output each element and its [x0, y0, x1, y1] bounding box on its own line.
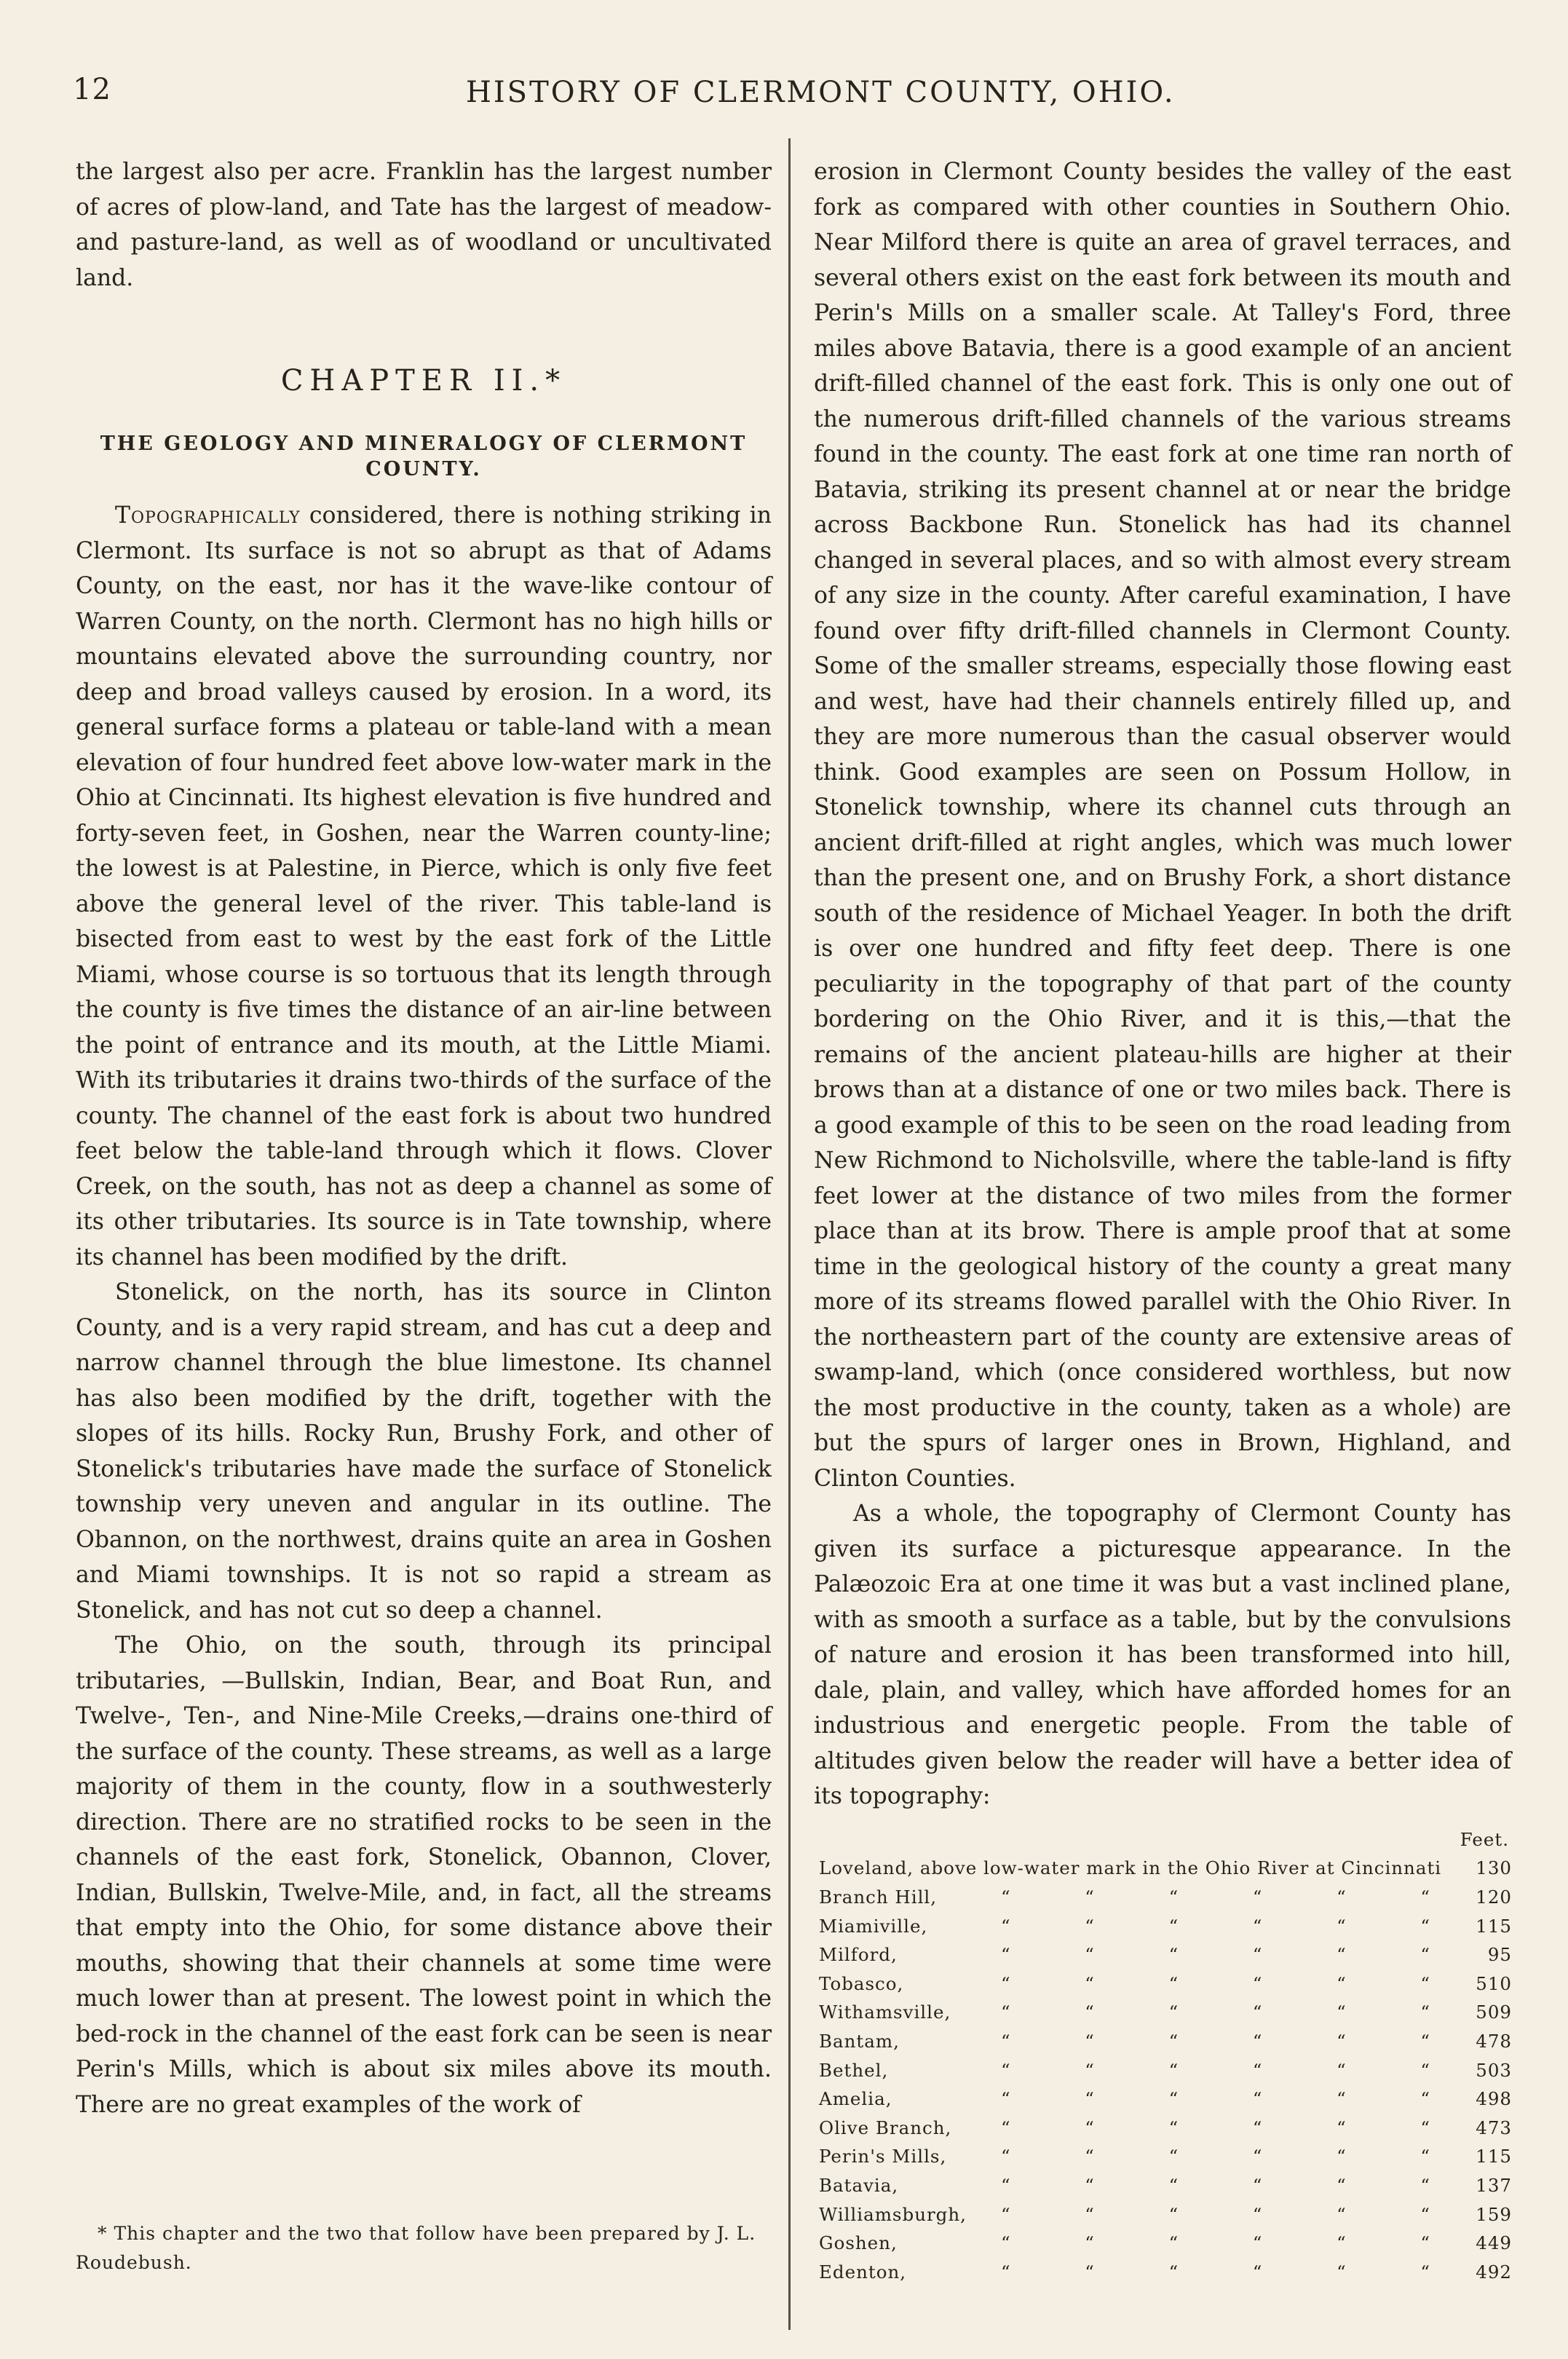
ditto-mark: “: [1337, 1944, 1347, 1966]
ditto-mark: “: [1168, 2030, 1179, 2052]
table-value: 509: [1476, 2002, 1512, 2023]
column-divider: [788, 138, 791, 2330]
ditto-mark: “: [1337, 2146, 1347, 2168]
ditto-mark: “: [1337, 2088, 1347, 2110]
ditto-mark: “: [1337, 2261, 1347, 2283]
ditto-mark: “: [1420, 2088, 1430, 2110]
continued-paragraph: the largest also per acre. Franklin has the largest number of acres of plow-land, and Tate has the largest of meadow- and pasture-land, as well as of woodland or uncultivated land.: [76, 159, 772, 291]
ditto-mark: “: [1085, 1886, 1095, 1908]
table-row: [819, 1998, 1512, 2027]
table-row: [819, 2114, 1512, 2143]
ditto-mark: “: [1168, 1886, 1179, 1908]
right-column: [814, 154, 1511, 1814]
ditto-mark: “: [1001, 2030, 1011, 2052]
ditto-mark: “: [1085, 2174, 1095, 2196]
ditto-mark: “: [1168, 2002, 1179, 2023]
table-place: Miamiville,: [819, 1915, 928, 1937]
ditto-mark: “: [1252, 1944, 1263, 1966]
ditto-marks: [995, 2056, 1468, 2085]
table-value: 503: [1476, 2059, 1512, 2081]
ditto-mark: “: [1001, 1972, 1011, 1994]
ditto-mark: “: [1337, 1886, 1347, 1908]
ditto-mark: “: [1001, 2088, 1011, 2110]
ditto-marks: [995, 1883, 1468, 1912]
ditto-mark: “: [1252, 2117, 1263, 2138]
table-place: Bethel,: [819, 2059, 889, 2081]
ditto-mark: “: [1001, 2232, 1011, 2254]
ditto-mark: “: [1085, 2030, 1095, 2052]
ditto-mark: “: [1420, 2030, 1430, 2052]
table-row: [819, 2027, 1512, 2056]
body-paragraph: Stonelick, on the north, has its source in Clinton County, and is a very rapid stream, and has cut a deep and narrow channel through the blue limestone. Its channel has also been modified by the drift, together with the slopes of its hills. Rocky Run, Brushy Fork, and other of Stonelick's tributaries have made the surface of Stonelick township very uneven and angular in its outline. The Obannon, on the northwest, drains quite an area in Goshen and Miami townships. It is not so rapid a stream as Stonelick, and has not cut so deep a channel.: [76, 1279, 772, 1624]
ditto-mark: “: [1420, 1886, 1430, 1908]
table-place: Milford,: [819, 1944, 898, 1966]
ditto-mark: “: [1168, 2117, 1179, 2138]
table-value: 137: [1476, 2174, 1512, 2196]
table-place: Perin's Mills,: [819, 2146, 947, 2168]
ditto-mark: “: [1085, 2117, 1095, 2138]
ditto-marks: [995, 2027, 1468, 2056]
table-row: [819, 2258, 1512, 2287]
ditto-mark: “: [1001, 2203, 1011, 2225]
ditto-mark: “: [1168, 2059, 1179, 2081]
body-paragraph: erosion in Clermont County besides the valley of the east fork as compared with other counties in Southern Ohio. Near Milford there is quite an area of gravel terraces, and several others exist on the east fork between its mouth and Perin's Mills on a smaller scale. At Talley's Ford, three miles above Batavia, there is a good example of an ancient drift-filled channel of the east fork. This is only one out of the numerous drift-filled channels of the various streams found in the county. The east fork at one time ran north of Batavia, striking its present channel at or near the bridge across Backbone Run. Stonelick has had its channel changed in several places, and so with almost every stream of any size in the county. After careful examination, I have found over fifty drift-filled channels in Clermont County. Some of the smaller streams, especially those flowing east and west, have had their channels entirely filled up, and they are more numerous than the casual observer would think. Good examples are seen on Possum Hollow, in Stonelick township, where its channel cuts through an ancient drift-filled at right angles, which was much lower than the present one, and on Brushy Fork, a short distance south of the residence of Michael Yeager. In both the drift is over one hundred and fifty feet deep. There is one peculiarity in the topography of that part of the county bordering on the Ohio River, and it is this,—that the remains of the ancient plateau-hills are higher at their brows than at a distance of one or two miles back. There is a good example of this to be seen on the road leading from New Richmond to Nicholsville, where the table-land is fifty feet lower at the distance of two miles from the former place than at its brow. There is ample proof that at some time in the geological history of the county a great many more of its streams flowed parallel with the Ohio River. In the northeastern part of the county are extensive areas of swamp-land, which (once considered worthless, but now the most productive in the county, taken as a whole) are but the spurs of larger ones in Brown, Highland, and Clinton Counties.: [814, 159, 1511, 1492]
table-intro-label: Loveland, above low-water mark in the Ohio River at Cincinnati: [819, 1857, 1442, 1878]
ditto-mark: “: [1001, 2261, 1011, 2283]
ditto-mark: “: [1168, 1915, 1179, 1937]
table-place: Batavia,: [819, 2174, 899, 2196]
ditto-mark: “: [1168, 1972, 1179, 1994]
ditto-mark: “: [1420, 2261, 1430, 2283]
table-value: 120: [1476, 1886, 1512, 1908]
table-value: 130: [1476, 1857, 1512, 1878]
footnote: * This chapter and the two that follow have been prepared by J. L. Roudebush.: [76, 2223, 756, 2273]
table-row: [819, 1969, 1512, 1999]
ditto-marks: [995, 2171, 1468, 2200]
table-row: [819, 2229, 1512, 2258]
table-row: [819, 1883, 1512, 1912]
ditto-mark: “: [1337, 2232, 1347, 2254]
ditto-mark: “: [1085, 2232, 1095, 2254]
ditto-mark: “: [1252, 2203, 1263, 2225]
ditto-mark: “: [1001, 1915, 1011, 1937]
ditto-mark: “: [1168, 2203, 1179, 2225]
ditto-mark: “: [1420, 2203, 1430, 2225]
ditto-mark: “: [1252, 2261, 1263, 2283]
ditto-mark: “: [1337, 1915, 1347, 1937]
ditto-mark: “: [1420, 2232, 1430, 2254]
table-row: [819, 2171, 1512, 2200]
ditto-mark: “: [1001, 1886, 1011, 1908]
table-value: 115: [1476, 2146, 1512, 2168]
altitude-table: [819, 1826, 1512, 2286]
table-row: [819, 2142, 1512, 2171]
paragraph-text: considered, there is nothing striking in Clermont. Its surface is not so abrupt as that of Adams County, on the east, nor has it the wave-like contour of Warren County, on the north. Clermont has no high hills or mountains elevated above the surrounding country, nor deep and broad valleys caused by erosion. In a word, its general surface forms a plateau or table-land with a mean elevation of four hundred feet above low-water mark in the Ohio at Cincinnati. Its highest elevation is five hundred and forty-seven feet, in Goshen, near the Warren county-line; the lowest is at Palestine, in Pierce, which is only five feet above the general level of the river. This table-land is bisected from east to west by the east fork of the Little Miami, whose course is so tortuous that its length through the county is five times the distance of an air-line between the point of entrance and its mouth, at the Little Miami. With its tributaries it drains two-thirds of the surface of the county. The channel of the east fork is about two hundred feet below the table-land through which it flows. Clover Creek, on the south, has not as deep a channel as some of its other tributaries. Its source is in Tate township, where its channel has been modified by the drift.: [76, 502, 772, 1271]
ditto-mark: “: [1420, 1915, 1430, 1937]
ditto-mark: “: [1420, 2059, 1430, 2081]
ditto-mark: “: [1337, 1972, 1347, 1994]
ditto-mark: “: [1337, 2059, 1347, 2081]
table-place: Olive Branch,: [819, 2117, 952, 2138]
table-row: [819, 2056, 1512, 2085]
table-intro-row: [819, 1854, 1512, 1883]
ditto-mark: “: [1085, 2088, 1095, 2110]
table-value: 510: [1476, 1972, 1512, 1994]
body-paragraph: The Ohio, on the south, through its principal tributaries, —Bullskin, Indian, Bear, and Boat Run, and Twelve-, Ten-, and Nine-Mile Creeks,—drains one-third of the surface of the county. These streams, as well as a large majority of them in the county, flow in a southwesterly direction. There are no stratified rocks to be seen in the channels of the east fork, Stonelick, Obannon, Clover, Indian, Bullskin, Twelve-Mile, and, in fact, all the streams that empty into the Ohio, for some distance above their mouths, showing that their channels at some time were much lower than at present. The lowest point in which the bed-rock in the channel of the east fork can be seen is near Perin's Mills, which is about six miles above its mouth. There are no great examples of the work of: [76, 1632, 772, 2118]
ditto-mark: “: [1420, 2117, 1430, 2138]
table-value: 115: [1476, 1915, 1512, 1937]
ditto-mark: “: [1085, 2059, 1095, 2081]
page-number: 12: [73, 73, 111, 106]
ditto-mark: “: [1420, 1944, 1430, 1966]
ditto-mark: “: [1168, 2174, 1179, 2196]
chapter-subtitle: THE GEOLOGY AND MINERALOGY OF CLERMONT COUNTY.: [100, 432, 748, 481]
ditto-mark: “: [1085, 2002, 1095, 2023]
ditto-marks: [995, 2142, 1468, 2171]
ditto-mark: “: [1252, 2030, 1263, 2052]
left-column: [76, 154, 772, 2122]
table-place: Edenton,: [819, 2261, 907, 2283]
table-row: [819, 2200, 1512, 2229]
ditto-marks: [995, 1998, 1468, 2027]
table-place: Withamsville,: [819, 2002, 951, 2023]
ditto-mark: “: [1001, 2174, 1011, 2196]
table-value: 492: [1476, 2261, 1512, 2283]
table-row: [819, 1912, 1512, 1941]
table-value: 95: [1487, 1944, 1512, 1966]
table-place: Branch Hill,: [819, 1886, 938, 1908]
ditto-mark: “: [1001, 2146, 1011, 2168]
drop-word: Topographically: [115, 502, 301, 529]
table-value: 498: [1476, 2088, 1512, 2110]
body-paragraph: As a whole, the topography of Clermont County has given its surface a picturesque appearance. In the Palæozoic Era at one time it was but a vast inclined plane, with as smooth a surface as a table, but by the convulsions of nature and erosion it has been transformed into hill, dale, plain, and valley, which have afforded homes for an industrious and energetic people. From the table of altitudes given below the reader will have a better idea of its topography:: [814, 1501, 1511, 1809]
body-paragraph: [76, 498, 772, 1275]
table-row: [819, 1940, 1512, 1969]
ditto-mark: “: [1168, 2146, 1179, 2168]
ditto-mark: “: [1085, 1944, 1095, 1966]
table-value: 159: [1476, 2203, 1512, 2225]
ditto-mark: “: [1085, 1972, 1095, 1994]
table-value: 478: [1476, 2030, 1512, 2052]
ditto-mark: “: [1085, 2261, 1095, 2283]
ditto-mark: “: [1001, 2059, 1011, 2081]
ditto-mark: “: [1337, 2030, 1347, 2052]
table-value: 449: [1476, 2232, 1512, 2254]
ditto-mark: “: [1252, 1886, 1263, 1908]
ditto-marks: [995, 1940, 1468, 1969]
ditto-mark: “: [1168, 2088, 1179, 2110]
ditto-mark: “: [1252, 2174, 1263, 2196]
ditto-mark: “: [1168, 2261, 1179, 2283]
ditto-marks: [995, 2200, 1468, 2229]
ditto-marks: [995, 1912, 1468, 1941]
table-place: Tobasco,: [819, 1972, 904, 1994]
ditto-mark: “: [1337, 2117, 1347, 2138]
ditto-mark: “: [1337, 2203, 1347, 2225]
table-place: Bantam,: [819, 2030, 900, 2052]
table-row: [819, 2085, 1512, 2114]
chapter-heading: CHAPTER II.*: [280, 364, 567, 398]
ditto-mark: “: [1420, 1972, 1430, 1994]
ditto-mark: “: [1420, 2002, 1430, 2023]
table-place: Williamsburgh,: [819, 2203, 967, 2225]
table-place: Goshen,: [819, 2232, 898, 2254]
table-body: [819, 1883, 1512, 2286]
ditto-mark: “: [1252, 2002, 1263, 2023]
ditto-mark: “: [1252, 2146, 1263, 2168]
ditto-mark: “: [1001, 2002, 1011, 2023]
ditto-mark: “: [1420, 2146, 1430, 2168]
ditto-marks: [995, 2114, 1468, 2143]
ditto-mark: “: [1085, 1915, 1095, 1937]
ditto-mark: “: [1252, 2232, 1263, 2254]
ditto-mark: “: [1420, 2174, 1430, 2196]
running-title: HISTORY OF CLERMONT COUNTY, OHIO.: [466, 76, 1176, 109]
ditto-mark: “: [1168, 1944, 1179, 1966]
ditto-mark: “: [1252, 1972, 1263, 1994]
ditto-marks: [995, 2229, 1468, 2258]
ditto-mark: “: [1085, 2203, 1095, 2225]
ditto-mark: “: [1168, 2232, 1179, 2254]
ditto-marks: [995, 1969, 1468, 1999]
table-value: 473: [1476, 2117, 1512, 2138]
ditto-marks: [995, 2258, 1468, 2287]
table-unit-header: Feet.: [1460, 1829, 1509, 1850]
ditto-mark: “: [1001, 1944, 1011, 1966]
table-place: Amelia,: [819, 2088, 892, 2110]
ditto-mark: “: [1252, 2059, 1263, 2081]
ditto-marks: [995, 2085, 1468, 2114]
ditto-mark: “: [1001, 2117, 1011, 2138]
ditto-mark: “: [1337, 2002, 1347, 2023]
ditto-mark: “: [1085, 2146, 1095, 2168]
ditto-mark: “: [1337, 2174, 1347, 2196]
ditto-mark: “: [1252, 2088, 1263, 2110]
ditto-mark: “: [1252, 1915, 1263, 1937]
